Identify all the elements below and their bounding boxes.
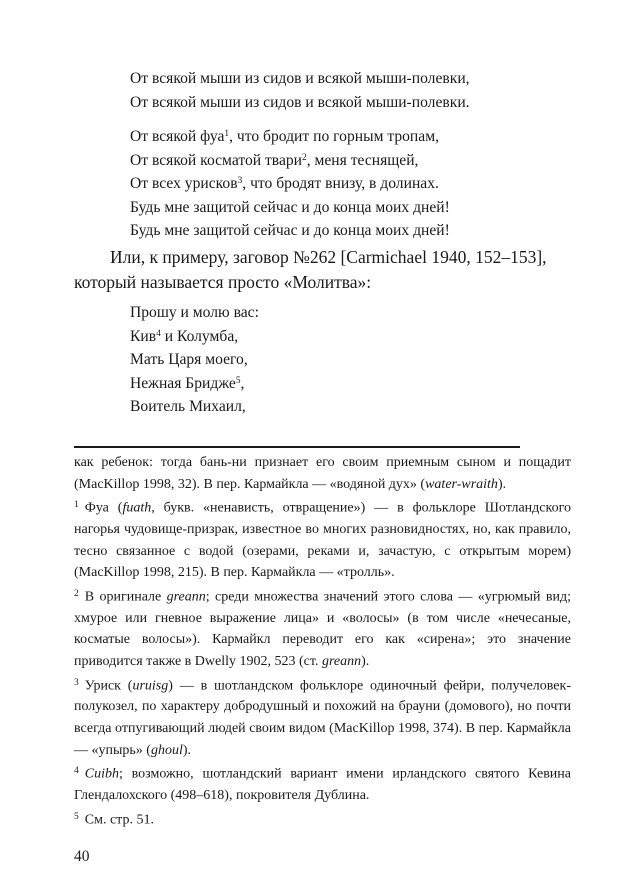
footnote-ref: 1 xyxy=(224,128,230,139)
paragraph-line: который называется просто «Молитва»: xyxy=(74,272,372,292)
verse-stanza-3 xyxy=(130,301,259,419)
footnote-ref: 5 xyxy=(235,375,241,386)
footnote-mark: 4 xyxy=(74,766,79,777)
verse-line: Кив$^4$ и Колумба, xyxy=(130,327,239,345)
footnote-mark: 5 xyxy=(74,811,79,822)
verse-line: От всякой мыши из сидов и всякой мыши-полевки. xyxy=(130,93,470,111)
footnote-ref: 4 xyxy=(156,328,161,339)
page-number: 40 xyxy=(74,848,90,865)
footnote-1: $^1$ Фуа (fuath, букв. «ненависть, отвращение») — в фольклоре Шотландского нагорья чудовище-призрак, известное во многих разновидностях, но, как правило, тесно связанное с водой (озерами, реками и, зачастую, с открытым морем) (MacKillop 1998, 215). В пер. Кармайкла — «тролль». xyxy=(74,500,571,581)
footnote-5: $^5$ См. стр. 51. xyxy=(74,811,154,827)
verse-line: От всех урисков$^3$, что бродят внизу, в долинах. xyxy=(130,175,439,193)
footnote-mark: 3 xyxy=(74,677,79,688)
verse-stanza-1 xyxy=(130,67,470,114)
footnote-divider xyxy=(74,446,520,448)
verse-line: Воитель Михаил, xyxy=(130,398,246,416)
verse-line: От всякой фуа$^1$, что бродит по горным тропам, xyxy=(130,128,439,145)
footnote-mark: 2 xyxy=(74,588,79,599)
footnote-mark: 1 xyxy=(74,500,79,511)
footnote-2: $^2$ В оригинале greann; среди множества значений этого слова — «угрюмый вид; хмурое или гневное выражение лица» и «волосы» (в том числе «нечесаные, косматые волосы»). Кармайкл переводит его как «сирена»; это значение приводится также в Dwelly 1902, 523 (ст. greann). xyxy=(74,588,571,669)
footnote-4: $^4$ Cuibh; возможно, шотландский вариант имени ирландского святого Кевина Глендалохского (498–618), покровителя Дублина. xyxy=(74,766,571,804)
footnote-continuation: как ребенок: тогда бань-ни признает его своим приемным сыном и пощадит (MacKillop 1998, 32). В пер. Кармайкла — «водяной дух» (water-wraith). xyxy=(74,455,571,492)
verse-line: От всякой мыши из сидов и всякой мыши-полевки, xyxy=(130,70,470,87)
verse-line: Нежная Бридже$^5$, xyxy=(130,374,245,392)
verse-line: Будь мне защитой сейчас и до конца моих дней! xyxy=(130,222,450,240)
verse-line: Прошу и молю вас: xyxy=(130,304,259,321)
footnote-ref: 3 xyxy=(237,176,243,187)
verse-line: От всякой косматой твари$^2$, меня теснящей, xyxy=(130,151,419,169)
paragraph-line: Или, к примеру, заговор №262 [Carmichael 1940, 152–153], xyxy=(110,247,547,267)
footnote-ref: 2 xyxy=(302,152,307,163)
verse-stanza-2 xyxy=(130,125,450,243)
footnote-3: $^3$ Уриск (uruisg) — в шотландском фольклоре одиночный фейри, получеловек-полукозел, по характеру добродушный и похожий на брауни (домового), но почти всегда отпугивающий людей своим видом (MacKillop 1998, 374). В пер. Кармайкла — «упырь» (ghoul). xyxy=(74,677,571,758)
verse-line: Мать Царя моего, xyxy=(130,351,248,369)
footnotes xyxy=(74,452,571,831)
verse-line: Будь мне защитой сейчас и до конца моих дней! xyxy=(130,198,450,216)
body-paragraph xyxy=(74,245,574,295)
